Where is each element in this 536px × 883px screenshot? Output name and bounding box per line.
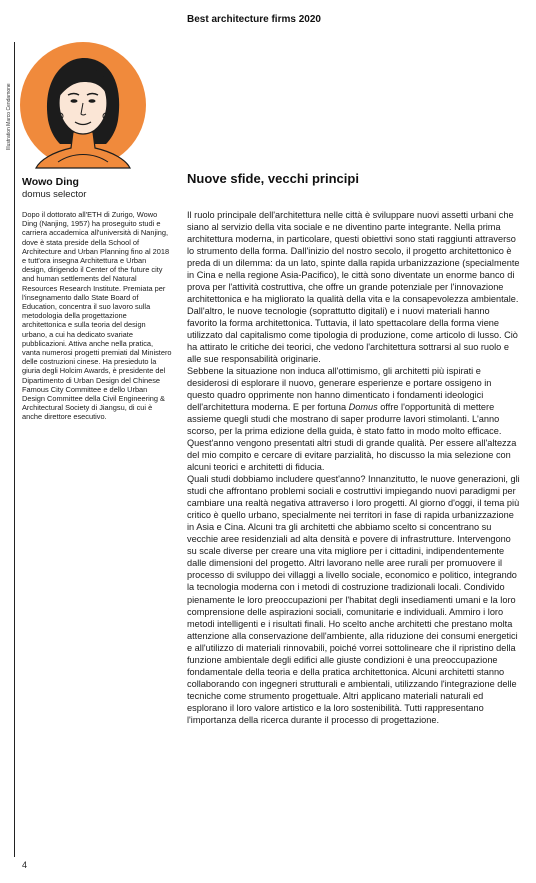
author-bio [22,210,172,422]
illustration-credit: Illustration Marco Cendamone [6,83,12,150]
author-bio-text: Dopo il dottorato all'ETH di Zurigo, Wowo Ding (Nanjing, 1957) ha proseguito studi e carriera accademica all'università di Nanjing, dove è stata preside della School of Architecture and Urban Planning fino al 2018 e tutt'ora insegna Architettura e Urban design, dirigendo il Center of the future city and human settlements del Natural Resources Research Institute. Premiata per l'insegnamento dallo State Board of Education, concentra il suo lavoro sulla metodologia della progettazione architettonica e sulla teoria del design urbano, a cui ha dedicato svariate pubblicazioni. Attiva anche nella pratica, vanta numerosi progetti premiati dal Ministero delle costruzioni cinese. Ha presieduto la giuria degli Holcim Awards, è presidente del Dipartimento di Urban Design del Chinese Famous City Committee e dello Urban Design Committee della Civil Engineering & Architectural Society di Jiangsu, di cui è anche direttore esecutivo. [22,210,172,422]
magazine-name: Domus [348,402,378,413]
running-header: Best architecture firms 2020 [187,14,321,25]
column-rule [14,42,15,857]
page-number: 4 [22,860,28,870]
author-role: domus selector [22,189,87,200]
article-text: Sebbene la situazione non induca all'ottimismo, gli architetti più ispirati e desiderosi di esplorare il nuovo, generare esperienze e portare ossigeno in questo quadro opprimente non hanno dimenticato i fondamenti ideologici dell'architettura moderna. E per fortuna [187,366,492,413]
article-paragraph [187,365,520,473]
article-body [187,209,520,726]
article-title: Nuove sfide, vecchi principi [187,171,359,186]
article-paragraph: Quali studi dobbiamo includere quest'anno? Innanzitutto, le nuove generazioni, gli studi che affrontano problemi sociali e costruttivi impiegando nuovi paradigmi per cambiare una realtà negativa attraverso i loro progetti. Al giorno d'oggi, il tema più critico è quello urbano, specialmente nei territori in fase di rapida urbanizzazione in Asia e Cina. Alcuni tra gli architetti che abbiamo scelto si concentrano su vecchie aree residenziali ad alta densità e povere di infrastrutture. Intervengono su scale diverse per creare una vita migliore per i cittadini, indipendentemente dalle dimensioni del progetto. Altri lavorano nelle aree rurali per promuovere il processo di sviluppo dei villaggi a livello sociale, economico e politico, integrando la tecnologia moderna con i metodi di costruzione tradizionali locali. Condivido pienamente le loro preoccupazioni per l'habitat degli insediamenti umani e la loro comprensione delle aspirazioni sociali, comunitarie e individuali. Ammiro i loro metodi intelligenti e i risultati finali. Ho scelto anche architetti che prestano molta attenzione alla conservazione dell'ambiente, alla riduzione dei consumi energetici e all'utilizzo di materiali rinnovabili, poiché vorrei sottolineare che il ripristino della funzione ambientale degli edifici alle giuste condizioni è una preoccupazione fondamentale della teoria e della pratica architettonica. Alcuni architetti stanno collaborando con ingegneri strutturali e ambientali, utilizzando l'integrazione delle tecniche come strumento progettuale. Altri applicano materiali naturali ed esplorano il loro valore artistico e la loro sostenibilità. Tutti rappresentano l'importanza della ricerca durante il processo di progettazione. [187,474,520,725]
article-text: offre l'opportunità di mettere assieme quegli studi che mostrano di saper produrre lavori stimolanti. L'anno scorso, per la prima edizione della guida, è stato fatto in modo molto efficace. Quest'anno vengono presentati altri studi di grande qualità. Per essere all'altezza del mio compito e cercare di evitare parzialità, ho discusso la mia selezione con alcuni teorici e architetti di fiducia. [187,402,517,473]
author-name: Wowo Ding [22,176,79,188]
article-paragraph: Il ruolo principale dell'architettura nelle città è sviluppare nuovi assetti urbani che siano al servizio della vita sociale e ne diventino parte integrante. Nella prima architettura moderna, in particolare, questi obiettivi sono stati raggiunti attraverso lo strumento della forma. Dall'inizio del nostro secolo, il progetto architettonico è preda di un dilemma: da un lato, spinte dalla rapida urbanizzazione (specialmente in Cina e nella regione Asia-Pacifico), le città sono diventate un enorme banco di prova per l'attività costruttiva, che offre un grande potenziale per l'innovazione architettonica e ha migliorato la qualità della vita e la consapevolezza ambientale. Dall'altro, le nuove tecnologie (soprattutto digitali) e i nuovi materiali hanno favorito la forma architettonica. Tuttavia, il lato spettacolare della forma viene utilizzato dal capitalismo come tipologia di produzione, come articolo di lusso. Ciò ha attirato le critiche dei teorici, che vedono l'architettura sottrarsi al suo ruolo e alle sue responsabilità originarie. [187,210,520,365]
author-portrait-illustration [18,40,148,170]
